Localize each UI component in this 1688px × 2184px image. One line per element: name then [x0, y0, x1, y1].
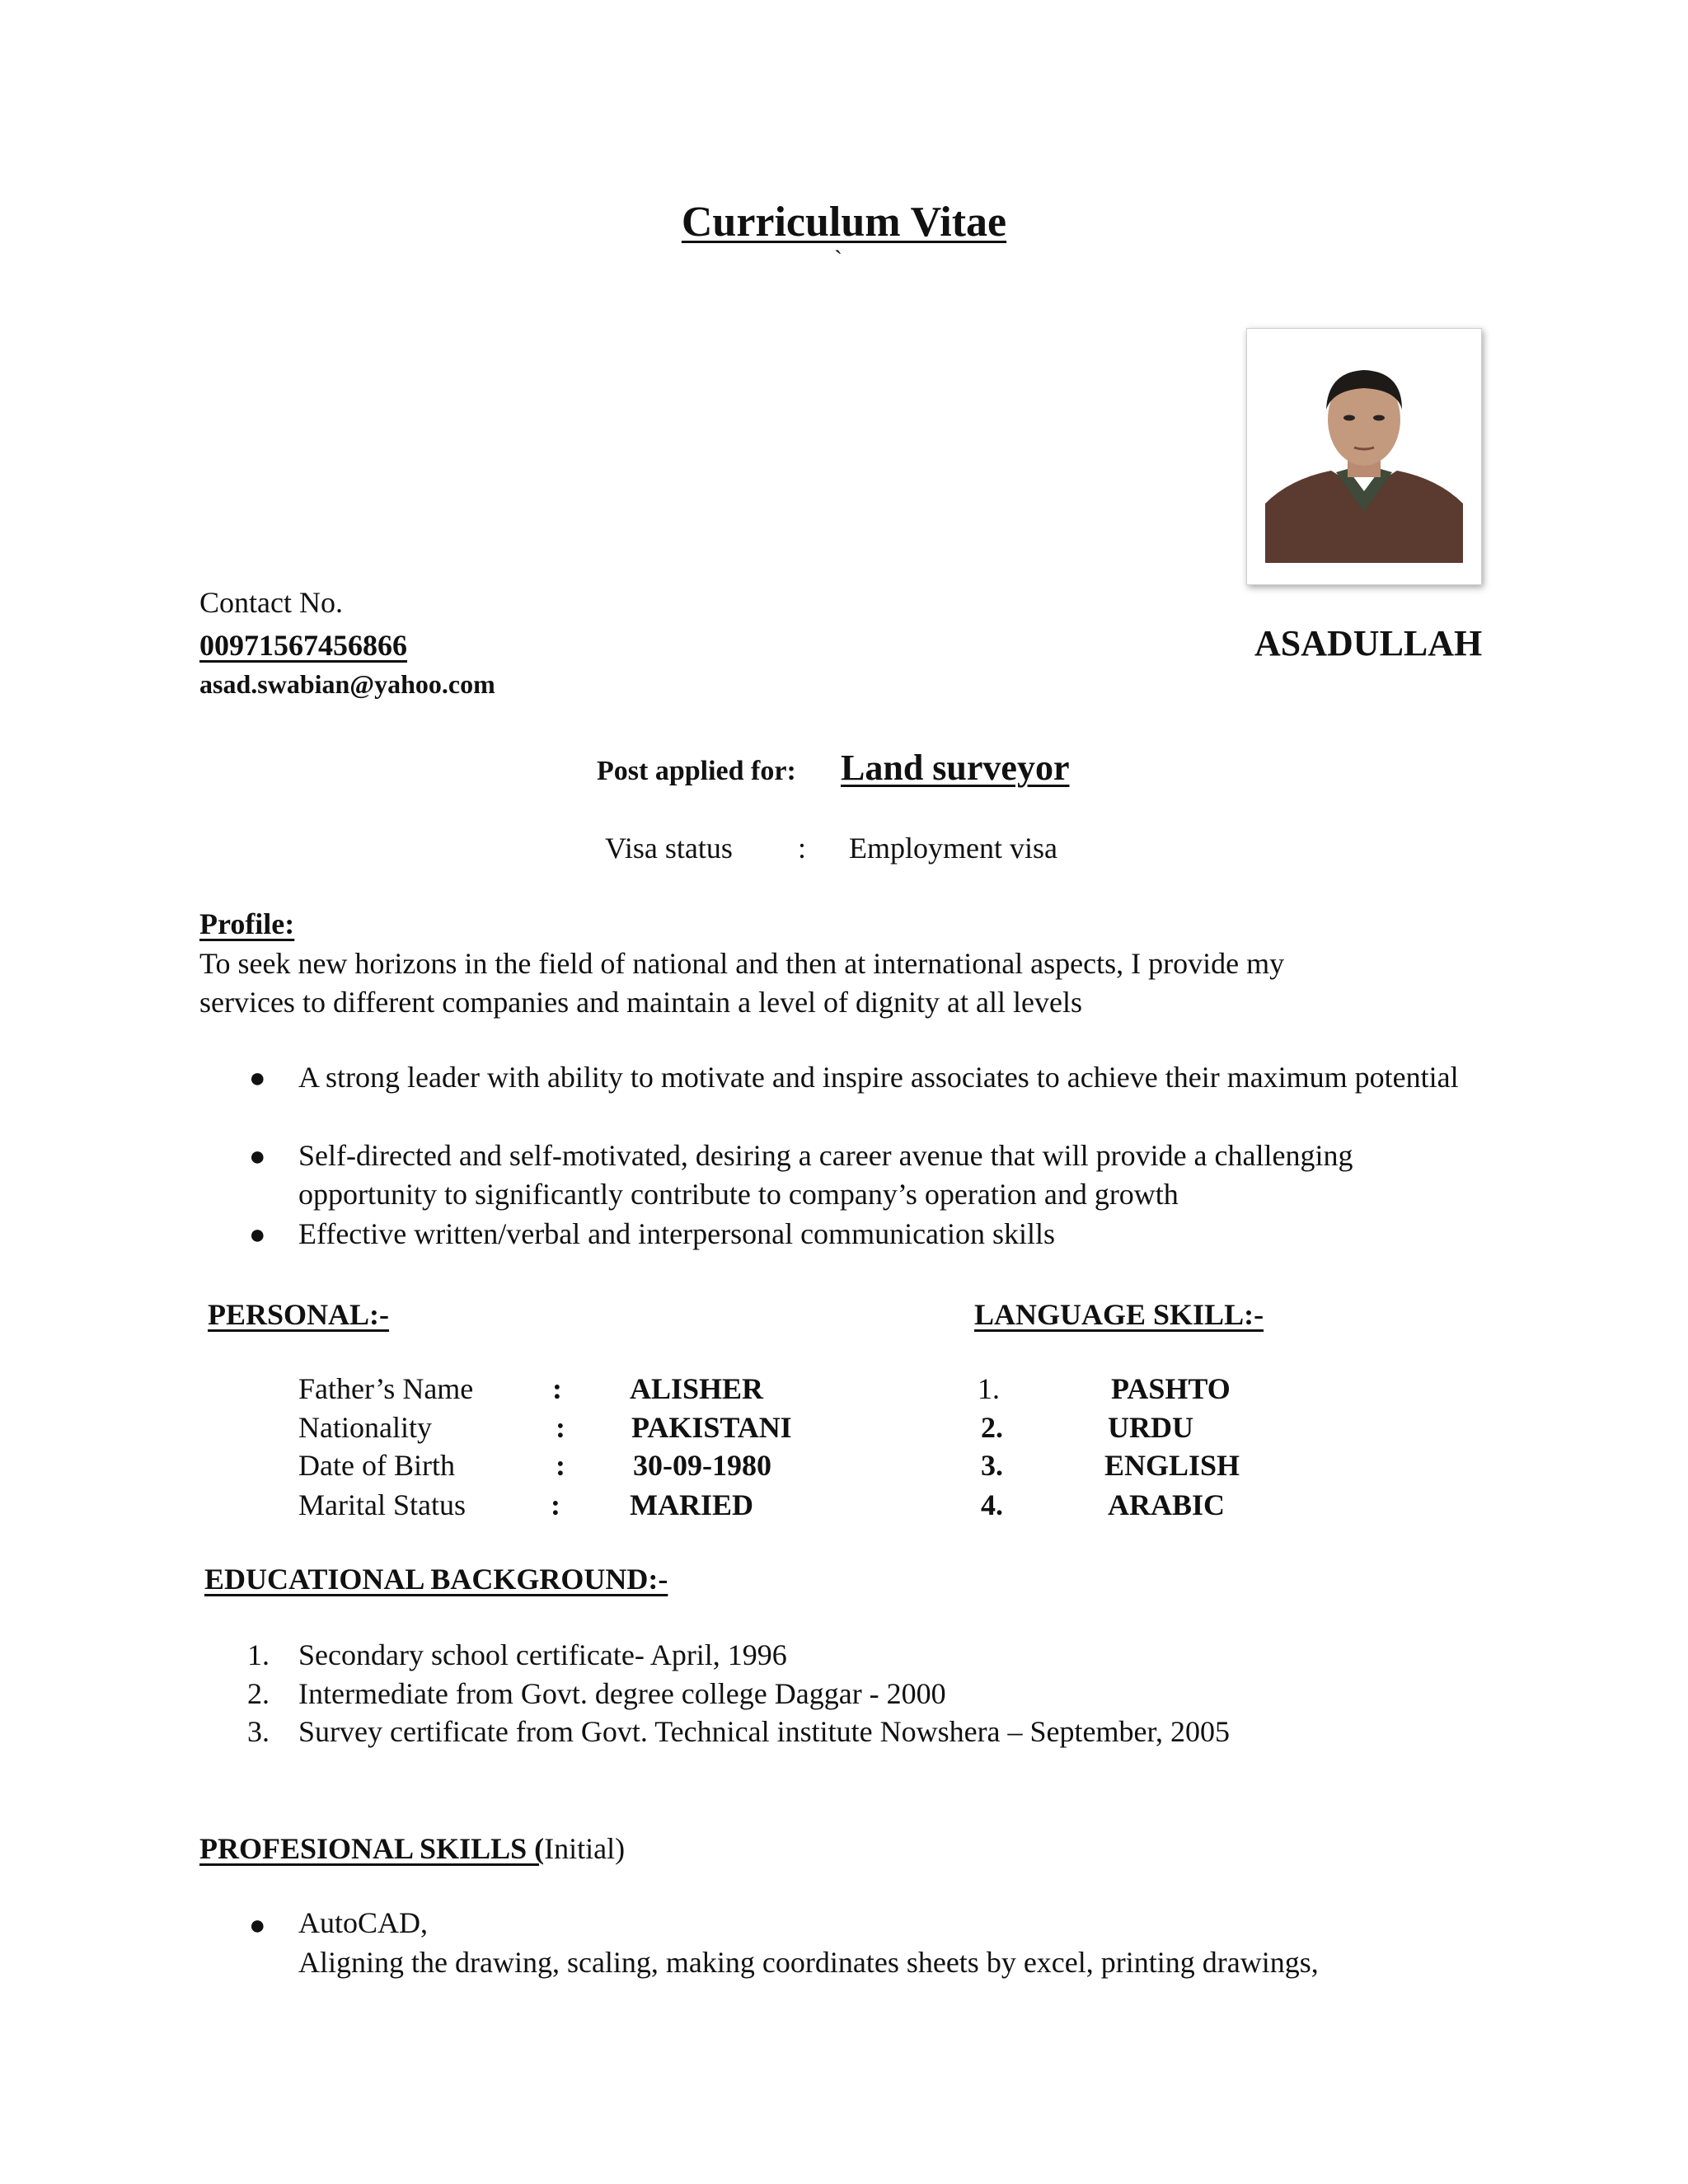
skills-heading-suffix: Initial)	[544, 1832, 626, 1865]
language-num: 3.	[981, 1449, 1003, 1482]
bullet-dot-icon: ●	[249, 1220, 266, 1250]
personal-label: Marital Status	[298, 1488, 466, 1521]
personal-value: MARIED	[630, 1488, 753, 1521]
language-name: PASHTO	[1111, 1372, 1231, 1405]
visa-label: Visa status	[605, 832, 733, 865]
education-heading: EDUCATIONAL BACKGROUND:-	[204, 1563, 668, 1596]
language-name: ENGLISH	[1104, 1449, 1240, 1482]
language-name: URDU	[1108, 1411, 1193, 1444]
personal-sep: :	[552, 1372, 562, 1405]
personal-label: Father’s Name	[298, 1372, 474, 1405]
portrait-photo	[1246, 328, 1482, 585]
candidate-name: ASADULLAH	[1254, 623, 1483, 663]
profile-bullet: A strong leader with ability to motivate and inspire associates to achieve their maximum potential	[298, 1061, 1459, 1094]
portrait-image	[1265, 347, 1463, 563]
contact-email[interactable]: asad.swabian@yahoo.com	[199, 669, 495, 699]
stray-mark: `	[834, 246, 842, 273]
profile-heading: Profile:	[199, 907, 295, 940]
bullet-dot-icon: ●	[249, 1910, 266, 1941]
personal-value: 30-09-1980	[633, 1449, 771, 1482]
profile-bullet: Self-directed and self-motivated, desiring a career avenue that will provide a challenging opportunity to significantly contribute to company’s operation and growth	[298, 1139, 1353, 1211]
contact-phone[interactable]: 00971567456866	[199, 629, 407, 662]
education-item: Intermediate from Govt. degree college Daggar - 2000	[298, 1677, 946, 1710]
visa-value: Employment visa	[849, 832, 1057, 865]
language-num: 4.	[981, 1488, 1003, 1521]
personal-sep: :	[556, 1411, 565, 1444]
bullet-dot-icon: ●	[249, 1063, 266, 1094]
skills-heading-row	[199, 1831, 625, 1866]
skill-detail: Aligning the drawing, scaling, making coordinates sheets by excel, printing drawings,	[298, 1946, 1319, 1979]
contact-label: Contact No.	[199, 586, 343, 619]
personal-sep: :	[551, 1488, 560, 1521]
post-label: Post applied for:	[597, 756, 796, 786]
bullet-dot-icon: ●	[249, 1141, 266, 1172]
language-num: 2.	[981, 1411, 1003, 1444]
personal-sep: :	[556, 1449, 565, 1482]
profile-bullet: Effective written/verbal and interpersonal communication skills	[298, 1217, 1056, 1250]
personal-label: Date of Birth	[298, 1449, 455, 1482]
personal-value: ALISHER	[630, 1372, 764, 1405]
skill-title: AutoCAD,	[298, 1906, 429, 1939]
language-name: ARABIC	[1108, 1488, 1226, 1521]
personal-value: PAKISTANI	[631, 1411, 792, 1444]
personal-heading: PERSONAL:-	[208, 1298, 390, 1331]
language-heading: LANGUAGE SKILL:-	[974, 1298, 1264, 1331]
skills-heading: PROFESIONAL SKILLS (	[199, 1832, 545, 1865]
education-num: 2.	[247, 1677, 270, 1710]
profile-text-line2: services to different companies and maintain a level of dignity at all levels	[199, 986, 1082, 1019]
page-title: Curriculum Vitae	[681, 199, 1007, 246]
visa-sep: :	[798, 832, 807, 865]
post-value: Land surveyor	[841, 748, 1070, 788]
education-item: Survey certificate from Govt. Technical institute Nowshera – September, 2005	[298, 1715, 1231, 1748]
personal-label: Nationality	[298, 1411, 432, 1444]
language-num: 1.	[978, 1372, 1000, 1405]
profile-text-line1: To seek new horizons in the field of national and then at international aspects, I provide my	[199, 947, 1285, 980]
education-num: 1.	[247, 1638, 270, 1671]
education-item: Secondary school certificate- April, 1996	[298, 1638, 787, 1671]
education-num: 3.	[247, 1715, 270, 1748]
